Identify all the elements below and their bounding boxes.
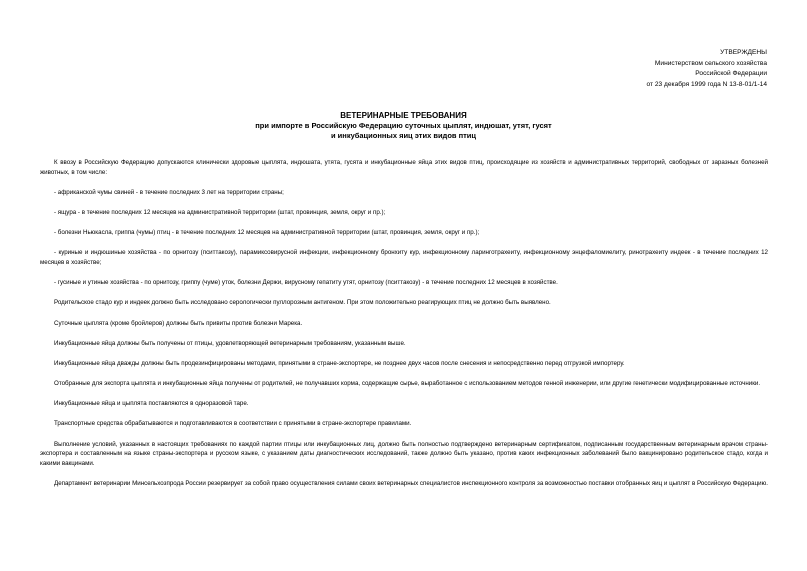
document-title	[0, 111, 807, 141]
title-line-2: при импорте в Российскую Федерацию суточных цыплят, индюшат, утят, гусят	[255, 121, 552, 130]
paragraph-list-item: - африканской чумы свиней - в течение последних 3 лет на территории страны;	[54, 188, 284, 196]
paragraph: Департамент ветеринарии Минсельхозпрода России резервирует за собой право осуществления силами своих ветеринарных специалистов инспекционного контроля за возможностью поставки отобранных яиц и цыплят в Российскую Федерацию.	[54, 480, 768, 487]
title-line-3: и инкубационных яиц этих видов птиц	[330, 131, 477, 140]
approval-line-1: УТВЕРЖДЕНЫ	[720, 49, 767, 56]
paragraph: Инкубационные яйца и цыплята поставляются в одноразовой таре.	[54, 400, 249, 408]
document-body	[40, 158, 768, 499]
paragraph-list-item: - болезни Ньюкасла, гриппа (чумы) птиц - в течение последних 12 месяцев на административной территории (штат, провинция, земля, округ и пр.);	[54, 229, 480, 237]
title-line-1: ВЕТЕРИНАРНЫЕ ТРЕБОВАНИЯ	[340, 111, 467, 120]
approval-line-4: от 23 декабря 1999 года N 13-8-01/1-14	[646, 80, 767, 88]
paragraph-intro: К ввозу в Российскую Федерацию допускаются клинически здоровые цыплята, индюшата, утята, гусята и инкубационные яйца этих видов птиц, происходящие из хозяйств и административных территорий, свободных от заразных болезней животных, в том числе:	[40, 159, 768, 176]
paragraph: Транспортные средства обрабатываются и подготавливаются в соответствии с принятыми в стране-экспортере правилами.	[54, 420, 412, 428]
approval-line-2: Министерством сельского хозяйства	[654, 59, 767, 67]
paragraph: Выполнение условий, указанных в настоящих требованиях по каждой партии птицы или инкубационных лиц, должно быть полностью подтверждено ветеринарным сертификатом, подписанным государственным ветеринарным врачом страны-экспортера и составленным на языке страны-экспортера и русском языке, с указанием даты диагностических исследований, также должно быть указано, против каких инфекционных заболеваний было вакцинировано родительское стадо, когда и какими вакцинами.	[40, 440, 768, 467]
paragraph: Суточные цыплята (кроме бройлеров) должны быть привиты против болезни Марека.	[54, 319, 303, 327]
paragraph: Инкубационные яйца должны быть получены от птицы, удовлетворяющей ветеринарным требованиям, указанным выше.	[54, 339, 406, 347]
approval-line-3: Российской Федерации	[695, 70, 767, 77]
paragraph-list-item: - куриные и индюшиные хозяйства - по орнитозу (пситтакозу), парамиксовирусной инфекции, инфекционному бронхиту кур, инфекционному ларинготрахеиту, инфекционному энцефаломиелиту, ринотрахеиту индеек - в течение последних 12 месяцев в хозяйстве;	[40, 249, 768, 266]
paragraph: Инкубационные яйца дважды должны быть продезинфицированы методами, принятыми в стране-экспортере, не позднее двух часов после снесения и непосредственно перед отгрузкой импортеру.	[54, 359, 625, 367]
paragraph: Родительское стадо кур и индеек должно быть исследовано серологически пуллорозным антигеном. При этом положительно реагирующих птиц не должно быть выявлено.	[54, 299, 551, 307]
paragraph-list-item: - ящура - в течение последних 12 месяцев на административной территории (штат, провинция, земля, округ и пр.);	[54, 208, 386, 216]
approval-stamp	[646, 48, 767, 90]
paragraph-list-item: - гусиные и утиные хозяйства - по орнитозу, гриппу (чуме) уток, болезни Держи, вирусному гепатиту утят, орнитозу (пситтакозу) - в течение последних 12 месяцев в хозяйстве.	[54, 279, 558, 287]
paragraph: Отобранные для экспорта цыплята и инкубационные яйца получены от родителей, не получавших корма, содержащие сырье, выработанное с использованием методов генной инженерии, или другие генетически модифицированные источники.	[54, 380, 761, 388]
